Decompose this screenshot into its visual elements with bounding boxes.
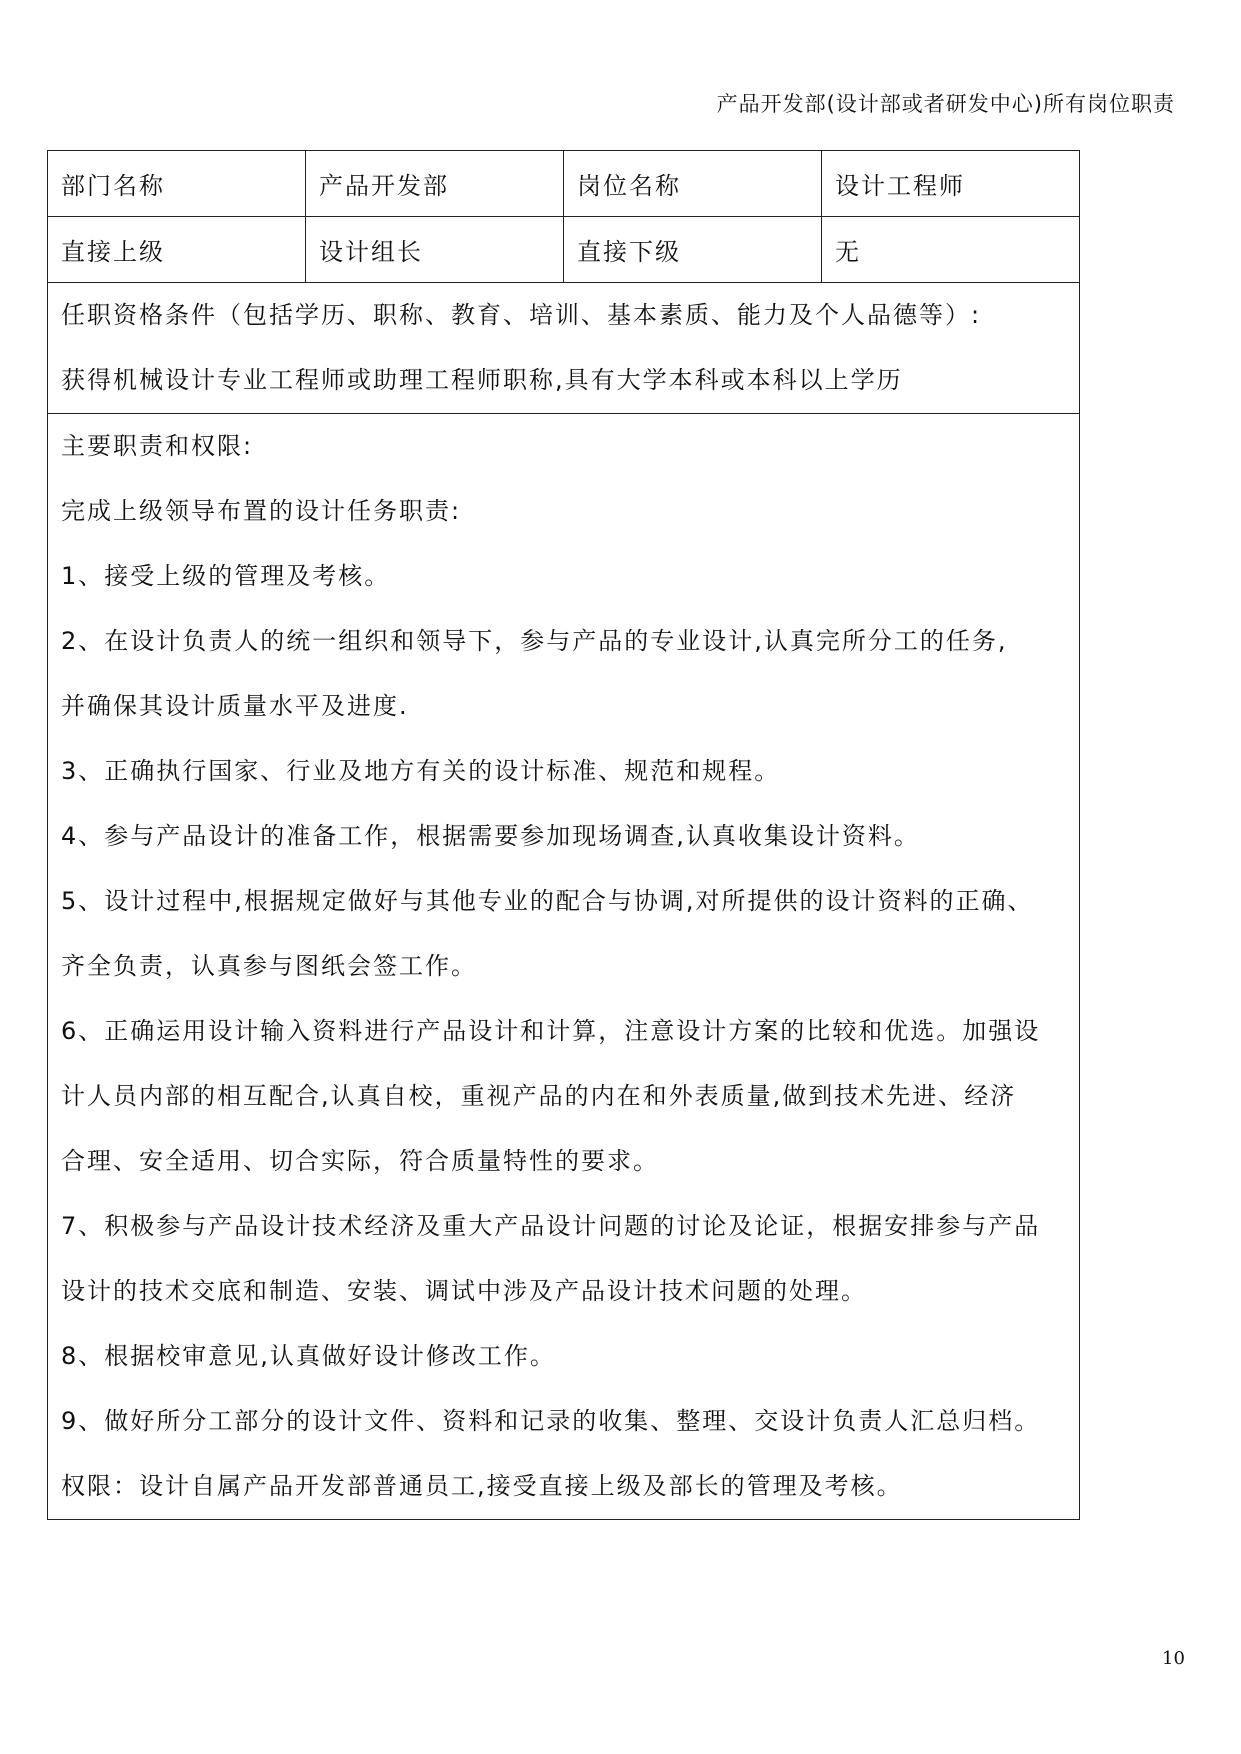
dept-label-cell: 部门名称	[48, 151, 306, 217]
duties-line: 5、设计过程中,根据规定做好与其他专业的配合与协调,对所提供的设计资料的正确、	[61, 887, 1034, 915]
qualifications-cell	[48, 283, 1080, 414]
duties-line: 完成上级领导布置的设计任务职责:	[61, 497, 462, 525]
duties-line: 并确保其设计质量水平及进度.	[61, 692, 409, 720]
table-row	[48, 151, 1080, 217]
duties-line: 主要职责和权限:	[61, 432, 254, 460]
superior-value-cell: 设计组长	[306, 217, 564, 283]
dept-value-cell: 产品开发部	[306, 151, 564, 217]
qualifications-heading: 任职资格条件（包括学历、职称、教育、培训、基本素质、能力及个人品德等）:	[61, 301, 982, 329]
document-header-title: 产品开发部(设计部或者研发中心)所有岗位职责	[716, 92, 1175, 116]
duties-cell	[48, 414, 1080, 1520]
duties-line: 合理、安全适用、切合实际，符合质量特性的要求。	[61, 1147, 659, 1175]
subordinate-value-cell: 无	[822, 217, 1080, 283]
duties-line: 7、积极参与产品设计技术经济及重大产品设计问题的讨论及论证，根据安排参与产品	[61, 1212, 1041, 1240]
duties-line: 6、正确运用设计输入资料进行产品设计和计算，注意设计方案的比较和优选。加强设	[61, 1017, 1041, 1045]
duties-line: 设计的技术交底和制造、安装、调试中涉及产品设计技术问题的处理。	[61, 1277, 867, 1305]
table-row	[48, 414, 1080, 1520]
subordinate-label-cell: 直接下级	[564, 217, 822, 283]
duties-line: 8、根据校审意见,认真做好设计修改工作。	[61, 1342, 556, 1370]
duties-line: 2、在设计负责人的统一组织和领导下，参与产品的专业设计,认真完所分工的任务,	[61, 627, 1008, 655]
position-value-cell: 设计工程师	[822, 151, 1080, 217]
duties-line: 齐全负责，认真参与图纸会签工作。	[61, 952, 477, 980]
duties-line: 3、正确执行国家、行业及地方有关的设计标准、规范和规程。	[61, 757, 781, 785]
position-label-cell: 岗位名称	[564, 151, 822, 217]
table-row	[48, 217, 1080, 283]
page-number: 10	[1162, 1648, 1185, 1669]
duties-line: 9、做好所分工部分的设计文件、资料和记录的收集、整理、交设计负责人汇总归档。	[61, 1407, 1041, 1435]
job-description-table	[47, 150, 1080, 1520]
superior-label-cell: 直接上级	[48, 217, 306, 283]
duties-line: 1、接受上级的管理及考核。	[61, 562, 391, 590]
duties-line: 计人员内部的相互配合,认真自校，重视产品的内在和外表质量,做到技术先进、经济	[61, 1082, 1017, 1110]
qualifications-text: 获得机械设计专业工程师或助理工程师职称,具有大学本科或本科以上学历	[61, 366, 903, 394]
duties-line: 4、参与产品设计的准备工作，根据需要参加现场调查,认真收集设计资料。	[61, 822, 920, 850]
duties-line: 权限：设计自属产品开发部普通员工,接受直接上级及部长的管理及考核。	[61, 1472, 903, 1500]
table-row	[48, 283, 1080, 414]
